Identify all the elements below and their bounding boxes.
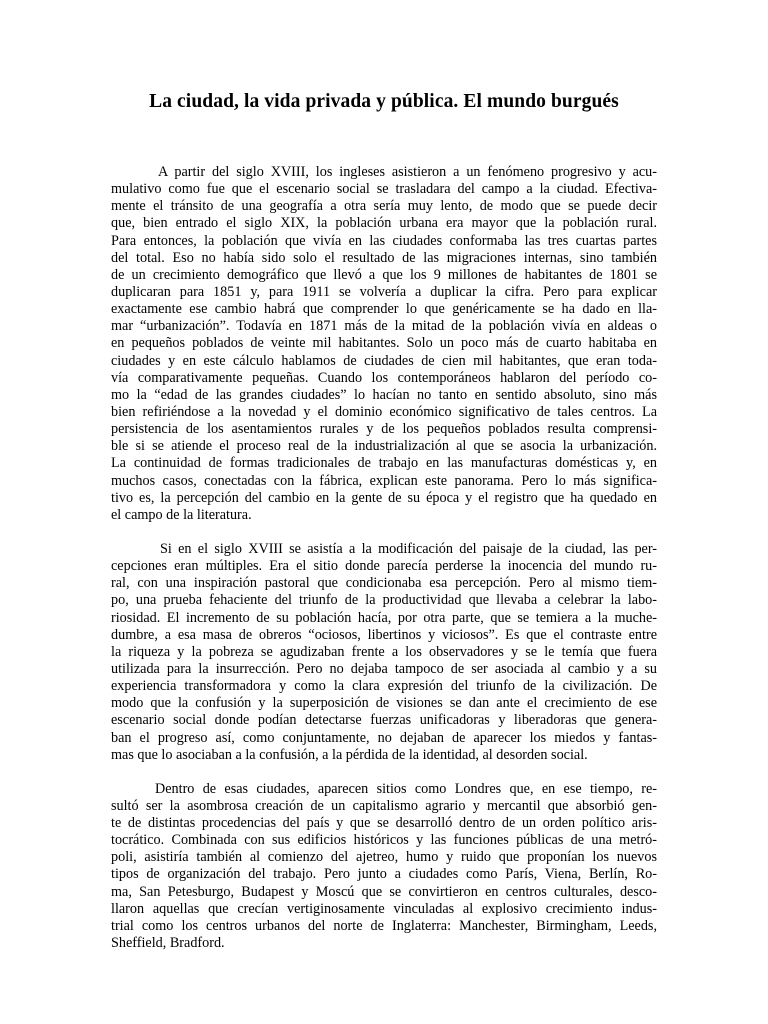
text-line: del total. Eso no había sido solo el resultado de las migraciones internas, sino también [111, 249, 657, 266]
paragraph [111, 541, 657, 764]
text-line: tipos de organización del trabajo. Pero junto a ciudades como París, Viena, Berlín, Ro- [111, 866, 657, 883]
text-line: experiencia transformadora y como la clara expresión del triunfo de la civilización. De [111, 678, 657, 695]
text-line: tocrático. Combinada con sus edificios históricos y las funciones públicas de una metró- [111, 832, 657, 849]
text-line: Para entonces, la población que vivía en las ciudades conformaba las tres cuartas partes [111, 232, 657, 249]
text-line: ciudades y en este cálculo hablamos de ciudades de cien mil habitantes, que eran toda- [111, 352, 657, 369]
text-line: po, una prueba fehaciente del triunfo de la productividad que llevaba a celebrar la labo- [111, 592, 657, 609]
text-line: A partir del siglo XVIII, los ingleses asistieron a un fenómeno progresivo y acu- [158, 164, 657, 180]
text-line: cepciones eran múltiples. Era el sitio donde parecía perderse la inocencia del mundo ru- [111, 558, 657, 575]
text-line: en pequeños poblados de veinte mil habitantes. Solo un poco más de cuarto habitaba en [111, 335, 657, 352]
text-line: Dentro de esas ciudades, aparecen sitios como Londres que, en ese tiempo, re- [155, 780, 657, 797]
text-line: trial como los centros urbanos del norte de Inglaterra: Manchester, Birmingham, Leeds, [111, 917, 657, 934]
text-line: ma, San Petesburgo, Budapest y Moscú que se convirtieron en centros culturales, desco- [111, 883, 657, 900]
text-line: modo que la confusión y la superposición de visiones se dan ante el crecimiento de ese [111, 695, 657, 712]
text-line: bien refiriéndose a la novedad y el dominio económico significativo de tales centros. La [111, 403, 657, 420]
text-line: la riqueza y la pobreza se agudizaban frente a los observadores y se le temía que fuera [111, 643, 657, 660]
text-line: el campo de la literatura. [111, 506, 252, 523]
document-body [111, 164, 657, 952]
text-line: riosidad. El incremento de su población hacía, por otra parte, que se temiera a la muche- [111, 609, 657, 626]
text-line: tivo es, la percepción del cambio en la gente de su época y el registro que ha quedado en [111, 489, 657, 506]
text-line: Sheffield, Bradford. [111, 935, 225, 952]
text-line: persistencia de los asentamientos rurales y de los pequeños poblados resulta comprensi- [111, 421, 657, 438]
document-title: La ciudad, la vida privada y pública. El mundo burgués [149, 91, 619, 112]
text-line: escenario social donde podían detectarse fuerzas unificadoras y liberadoras que genera- [111, 712, 657, 729]
text-line: ral, con una inspiración pastoral que condicionaba esa percepción. Pero al mismo tiem- [111, 575, 657, 592]
document-page [111, 0, 657, 952]
text-line: exactamente ese cambio habrá que comprender lo que genéricamente se ha dado en lla- [111, 301, 657, 318]
text-line: La continuidad de formas tradicionales de trabajo en las manufacturas domésticas y, en [111, 455, 657, 472]
text-line: ble si se atiende el proceso real de la industrialización al que se asocia la urbanización. [111, 438, 657, 455]
text-line: sultó ser la asombrosa creación de un capitalismo agrario y mercantil que absorbió gen- [111, 797, 657, 814]
text-line: de un crecimiento demográfico que llevó a que los 9 millones de habitantes de 1801 se [111, 266, 657, 283]
text-line: mulativo como fue que el escenario social se trasladara del campo a la ciudad. Efectiva- [111, 181, 657, 198]
text-line: poli, asistiría también al comienzo del ajetreo, humo y ruido que proponían los nuevos [111, 849, 657, 866]
text-line: te de distintas procedencias del país y que se desarrolló dentro de un orden político aris- [111, 815, 657, 832]
text-line: ban el progreso así, como conjuntamente, no dejaban de aparecer los miedos y fantas- [111, 729, 657, 746]
text-line: mar “urbanización”. Todavía en 1871 más de la mitad de la población vivía en aldeas o [111, 318, 657, 335]
text-line: Si en el siglo XVIII se asistía a la modificación del paisaje de la ciudad, las per- [160, 540, 657, 557]
text-line: que, bien entrado el siglo XIX, la población urbana era mayor que la población rural. [111, 215, 657, 232]
paragraph [111, 781, 657, 952]
text-line: dumbre, a esa masa de obreros “ociosos, libertinos y viciosos”. Es que el contraste entre [111, 626, 657, 643]
text-line: vía comparativamente pequeñas. Cuando los contemporáneos hablaron del período co- [111, 369, 657, 386]
text-line: mente el tránsito de una geografía a otra sería muy lento, de modo que se puede decir [111, 198, 657, 215]
text-line: mas que lo asociaban a la confusión, a la pérdida de la identidad, al desorden social. [111, 746, 588, 763]
text-line: muchos casos, conectadas con la fábrica, explican este panorama. Pero lo más significa- [111, 472, 657, 489]
text-line: llaron aquellas que crecían vertiginosamente vinculadas al explosivo crecimiento indus- [111, 900, 657, 917]
text-line: utilizada para la insurrección. Pero no dejaba tampoco de ser asociada al cambio y a su [111, 660, 657, 677]
text-line: mo la “edad de las grandes ciudades” lo hacían no tanto en sentido absoluto, sino más [111, 386, 657, 403]
text-line: duplicaran para 1851 y, para 1911 se volvería a duplicar la cifra. Pero para explicar [111, 283, 657, 300]
paragraph [111, 164, 657, 524]
